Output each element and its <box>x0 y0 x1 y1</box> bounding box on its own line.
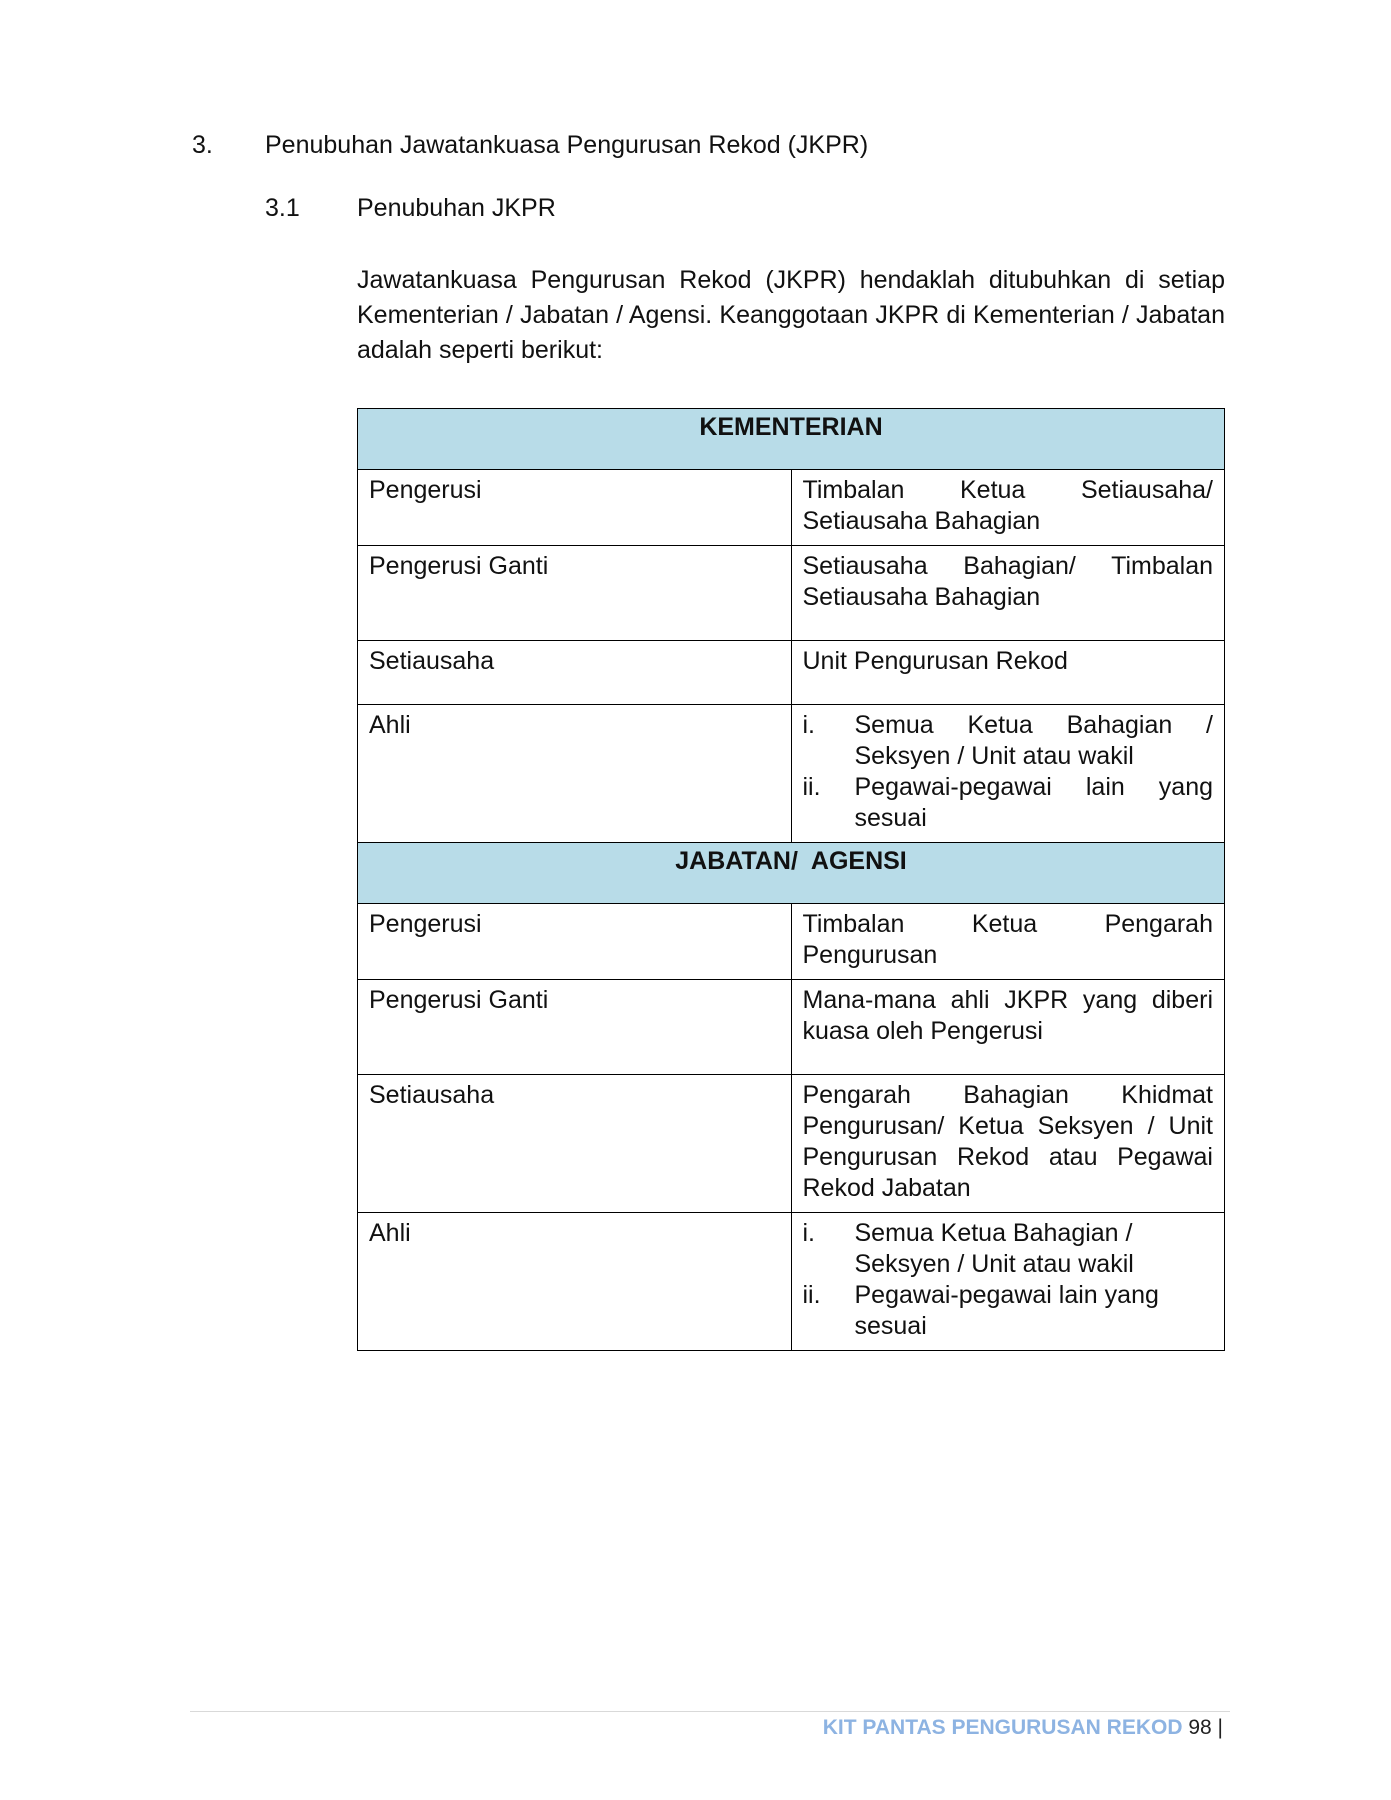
footer-title: KIT PANTAS PENGURUSAN REKOD <box>822 1716 1183 1739</box>
jabatan-header: JABATAN/ AGENSI <box>358 843 1225 904</box>
row-value: Timbalan Ketua Setiausaha/ Setiausaha Bahagian <box>791 470 1225 546</box>
page-number: 98 | <box>1188 1716 1223 1739</box>
row-label: Pengerusi Ganti <box>358 980 792 1075</box>
list-text: Semua Ketua Bahagian / Seksyen / Unit atau wakil <box>854 1219 1134 1278</box>
row-label: Pengerusi <box>358 470 792 546</box>
row-label: Ahli <box>358 705 792 843</box>
section-number: 3. <box>192 131 213 159</box>
row-label: Pengerusi Ganti <box>358 546 792 641</box>
table-row <box>358 470 1225 546</box>
table-row <box>358 980 1225 1075</box>
table-row <box>358 904 1225 980</box>
list-marker: ii. <box>802 773 821 801</box>
row-value: Mana-mana ahli JKPR yang diberi kuasa oleh Pengerusi <box>791 980 1225 1075</box>
subsection-title: Penubuhan JKPR <box>357 194 556 222</box>
subsection-number: 3.1 <box>265 194 300 222</box>
section-title: Penubuhan Jawatankuasa Pengurusan Rekod (JKPR) <box>265 131 869 159</box>
row-label: Ahli <box>358 1213 792 1351</box>
kementerian-header-row <box>358 409 1225 470</box>
row-value: Unit Pengurusan Rekod <box>791 641 1225 705</box>
row-value: Setiausaha Bahagian/ Timbalan Setiausaha Bahagian <box>791 546 1225 641</box>
list-marker: i. <box>802 1219 815 1247</box>
table-row <box>358 1213 1225 1351</box>
list-item <box>803 772 1214 834</box>
list-item <box>803 1218 1214 1280</box>
list-text: Pegawai-pegawai lain yang sesuai <box>854 773 1213 832</box>
list-text: Pegawai-pegawai lain yang sesuai <box>854 1281 1159 1340</box>
jkpr-membership-table <box>357 408 1225 1351</box>
row-label: Pengerusi <box>358 904 792 980</box>
row-label: Setiausaha <box>358 641 792 705</box>
list-marker: ii. <box>802 1281 821 1309</box>
jabatan-header-row <box>358 843 1225 904</box>
row-value: Timbalan Ketua Pengarah Pengurusan <box>791 904 1225 980</box>
list-marker: i. <box>802 711 815 739</box>
list-item <box>803 710 1214 772</box>
table-row <box>358 705 1225 843</box>
row-label: Setiausaha <box>358 1075 792 1213</box>
table-row <box>358 1075 1225 1213</box>
list-text: Semua Ketua Bahagian / Seksyen / Unit atau wakil <box>854 711 1213 770</box>
page-footer <box>823 1716 1223 1740</box>
intro-paragraph: Jawatankuasa Pengurusan Rekod (JKPR) hendaklah ditubuhkan di setiap Kementerian / Jabatan / Agensi. Keanggotaan JKPR di Kementerian / Jabatan adalah seperti berikut: <box>357 266 1225 364</box>
ahli-list <box>791 705 1225 843</box>
ahli-list <box>791 1213 1225 1351</box>
footer-divider <box>190 1711 1230 1712</box>
table-row <box>358 546 1225 641</box>
list-item <box>803 1280 1214 1342</box>
kementerian-header: KEMENTERIAN <box>358 409 1225 470</box>
table-row <box>358 641 1225 705</box>
row-value: Pengarah Bahagian Khidmat Pengurusan/ Ketua Seksyen / Unit Pengurusan Rekod atau Pegawai Rekod Jabatan <box>791 1075 1225 1213</box>
